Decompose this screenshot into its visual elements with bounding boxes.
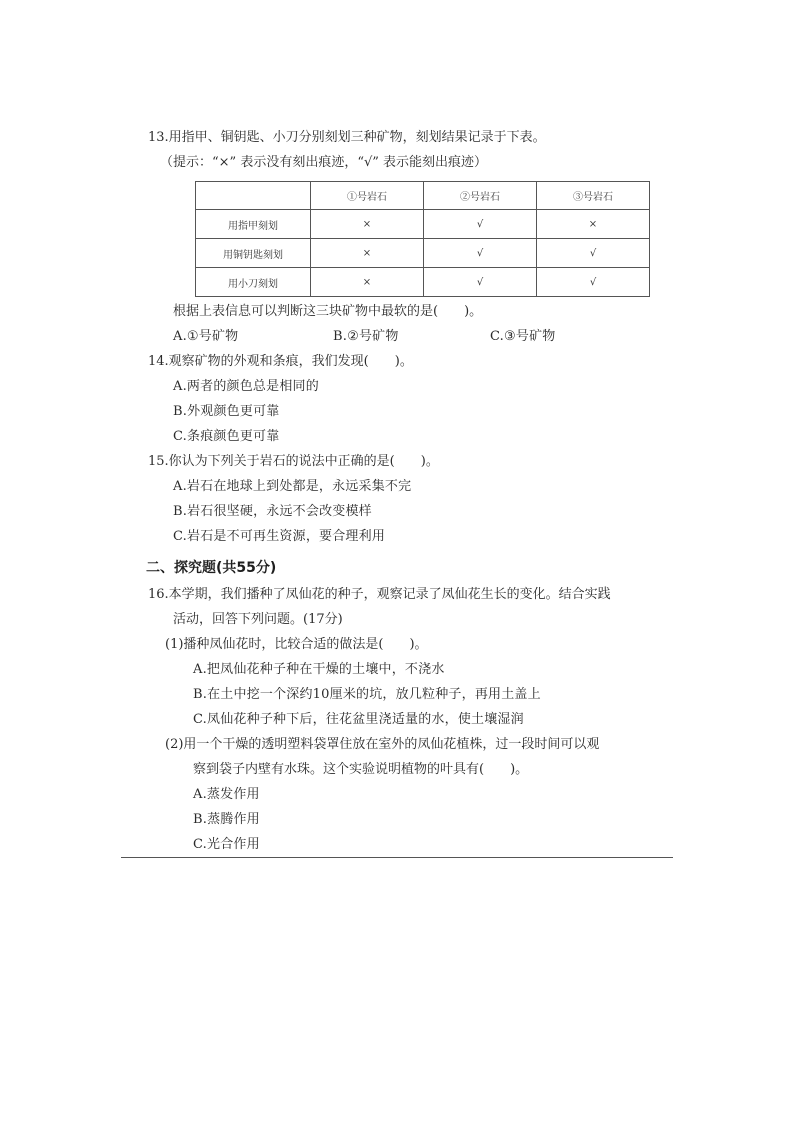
table-corner-cell — [196, 182, 311, 210]
q16-sub2-stem-line2: 察到袋子内壁有水珠。这个实验说明植物的叶具有( )。 — [193, 762, 529, 777]
q14-option-b[interactable]: B.外观颜色更可靠 — [173, 404, 280, 419]
q16-sub1-option-c[interactable]: C.凤仙花种子种下后，往花盆里浇适量的水，使土壤湿润 — [193, 712, 524, 727]
table-cell: √ — [424, 239, 537, 268]
scratch-test-table — [195, 181, 650, 297]
table-cell: × — [311, 268, 424, 297]
header-rock-2: ②号岩石 — [424, 182, 537, 210]
table-row — [196, 239, 650, 268]
row-label-knife: 用小刀刻划 — [196, 268, 311, 297]
q16-sub2-stem-line1: (2)用一个干燥的透明塑料袋罩住放在室外的凤仙花植株，过一段时间可以观 — [165, 737, 600, 752]
table-cell: × — [311, 210, 424, 239]
q14-option-a[interactable]: A.两者的颜色总是相同的 — [173, 379, 319, 394]
q15-option-a[interactable]: A.岩石在地球上到处都是，永远采集不完 — [173, 479, 412, 494]
row-label-fingernail: 用指甲刻划 — [196, 210, 311, 239]
q13-stem: 13.用指甲、铜钥匙、小刀分别刻划三种矿物，刻划结果记录于下表。 — [148, 130, 546, 145]
table-header-row — [196, 182, 650, 210]
table-cell: × — [311, 239, 424, 268]
table-row — [196, 268, 650, 297]
table-row — [196, 210, 650, 239]
q14-stem: 14.观察矿物的外观和条痕，我们发现( )。 — [148, 354, 413, 369]
section-title: 二、探究题(共55分) — [146, 560, 277, 576]
q16-sub1-option-b[interactable]: B.在土中挖一个深约10厘米的坑，放几粒种子，再用土盖上 — [193, 687, 541, 702]
q15-option-c[interactable]: C.岩石是不可再生资源，要合理利用 — [173, 529, 386, 544]
header-rock-3: ③号岩石 — [537, 182, 650, 210]
q13-option-a[interactable]: A.①号矿物 — [173, 329, 239, 344]
q15-stem: 15.你认为下列关于岩石的说法中正确的是( )。 — [148, 454, 439, 469]
table-cell: √ — [537, 268, 650, 297]
table-cell: √ — [424, 210, 537, 239]
q16-stem-line2: 活动，回答下列问题。(17分) — [173, 612, 343, 627]
table-cell: √ — [424, 268, 537, 297]
row-label-copper-key: 用铜钥匙刻划 — [196, 239, 311, 268]
q16-sub2-option-c[interactable]: C.光合作用 — [193, 837, 260, 852]
q14-option-c[interactable]: C.条痕颜色更可靠 — [173, 429, 280, 444]
q13-option-c[interactable]: C.③号矿物 — [490, 329, 556, 344]
q16-stem-line1: 16.本学期，我们播种了凤仙花的种子，观察记录了凤仙花生长的变化。结合实践 — [148, 587, 611, 602]
q13-question: 根据上表信息可以判断这三块矿物中最软的是( )。 — [173, 304, 483, 319]
q13-option-b[interactable]: B.②号矿物 — [333, 329, 399, 344]
header-rock-1: ①号岩石 — [311, 182, 424, 210]
q13-hint: （提示：“×” 表示没有刻出痕迹，“√” 表示能刻出痕迹） — [160, 155, 488, 170]
q16-sub1-stem: (1)播种凤仙花时，比较合适的做法是( )。 — [165, 637, 428, 652]
q16-sub2-option-b[interactable]: B.蒸腾作用 — [193, 812, 260, 827]
q16-sub2-option-a[interactable]: A.蒸发作用 — [193, 787, 260, 802]
page-divider — [121, 857, 673, 858]
q16-sub1-option-a[interactable]: A.把凤仙花种子种在干燥的土壤中，不浇水 — [193, 662, 445, 677]
table-cell: √ — [537, 239, 650, 268]
table-cell: × — [537, 210, 650, 239]
q15-option-b[interactable]: B.岩石很坚硬，永远不会改变模样 — [173, 504, 372, 519]
